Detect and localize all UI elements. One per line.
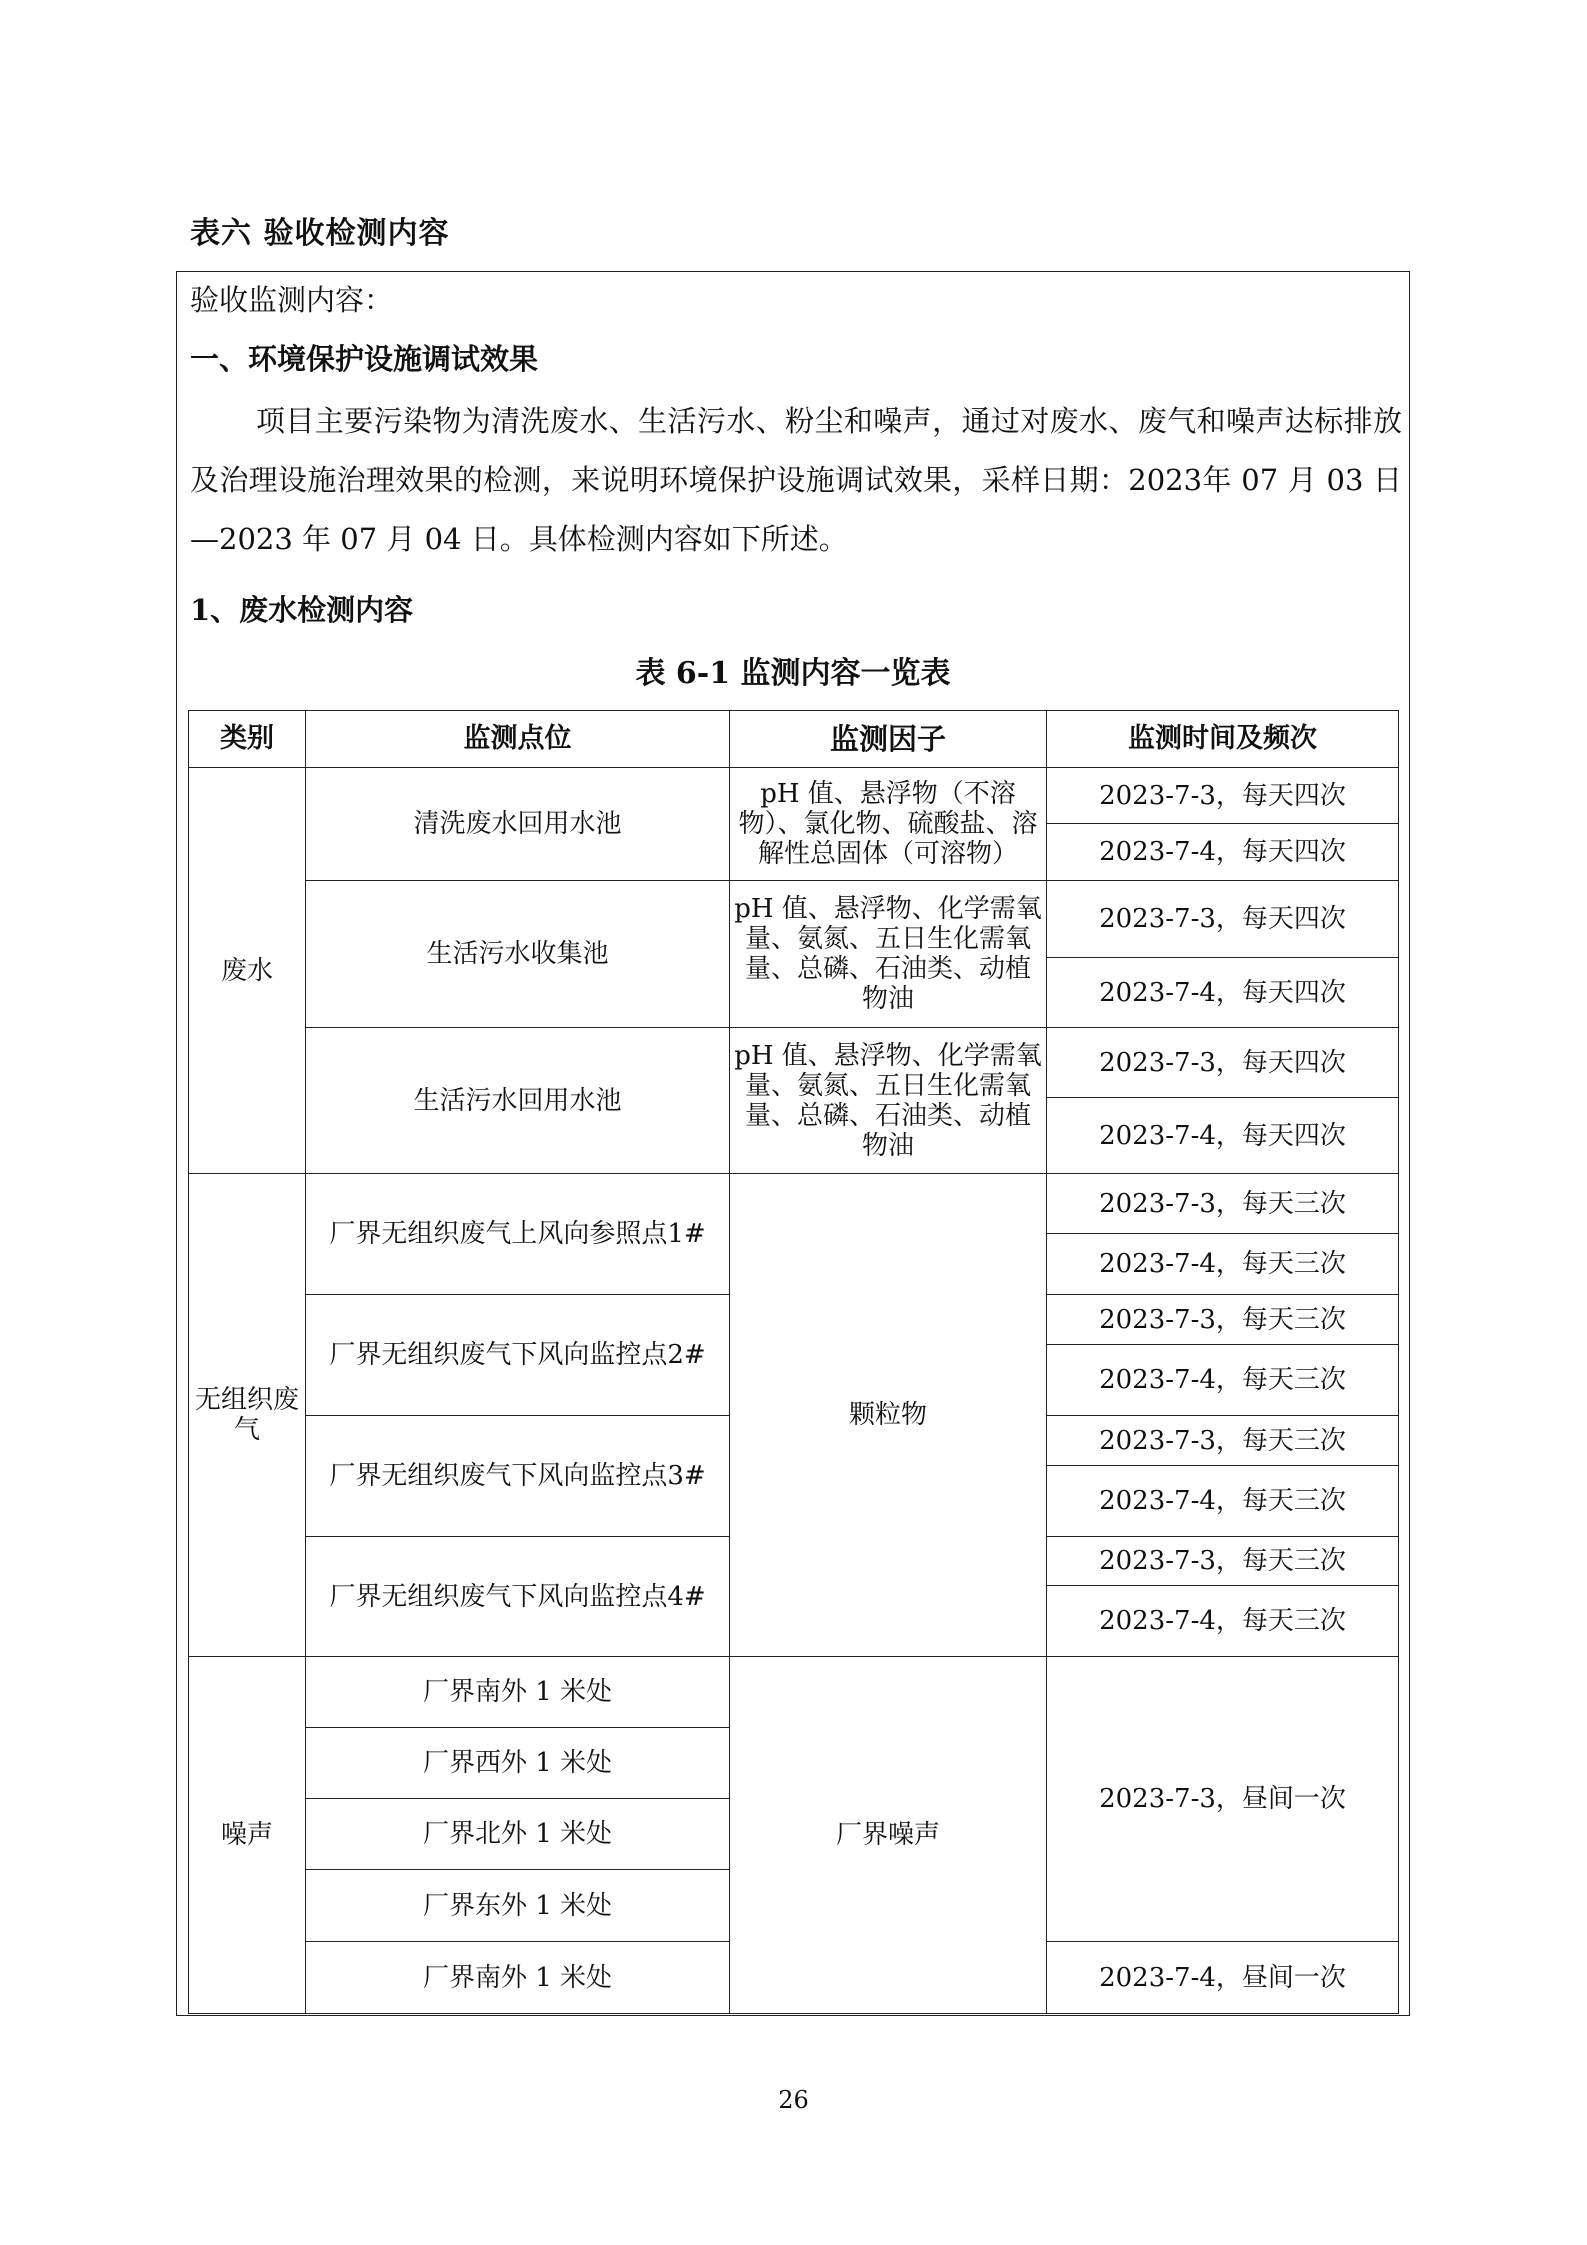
- location-cell: 厂界无组织废气上风向参照点1#: [306, 1174, 730, 1295]
- table-row: [189, 1174, 1399, 1234]
- location-cell: 厂界无组织废气下风向监控点3#: [306, 1416, 730, 1537]
- time-cell: 2023-7-3，每天四次: [1047, 768, 1399, 824]
- location-cell: 生活污水收集池: [306, 881, 730, 1028]
- time-cell: 2023-7-3，每天三次: [1047, 1174, 1399, 1234]
- time-cell: 2023-7-4，每天四次: [1047, 1098, 1399, 1174]
- location-cell: 厂界南外 1 米处: [306, 1657, 730, 1728]
- location-cell: 厂界北外 1 米处: [306, 1799, 730, 1870]
- factor-cell: pH 值、悬浮物、化学需氧量、氨氮、五日生化需氧量、总磷、石油类、动植物油: [730, 881, 1047, 1028]
- time-cell: 2023-7-4，每天三次: [1047, 1345, 1399, 1416]
- factor-cell: pH 值、悬浮物（不溶物）、氯化物、硫酸盐、溶解性总固体（可溶物）: [730, 768, 1047, 881]
- factor-cell: pH 值、悬浮物、化学需氧量、氨氮、五日生化需氧量、总磷、石油类、动植物油: [730, 1028, 1047, 1174]
- location-cell: 厂界无组织废气下风向监控点2#: [306, 1295, 730, 1416]
- time-cell: 2023-7-4，每天三次: [1047, 1586, 1399, 1657]
- time-cell: 2023-7-3，每天四次: [1047, 1028, 1399, 1098]
- location-cell: 厂界南外 1 米处: [306, 1942, 730, 2014]
- table-caption: 表 6-1 监测内容一览表: [635, 656, 951, 691]
- header-time: 监测时间及频次: [1047, 711, 1399, 768]
- factor-air: 颗粒物: [730, 1174, 1047, 1657]
- location-cell: 厂界西外 1 米处: [306, 1728, 730, 1799]
- header-category: 类别: [189, 711, 306, 768]
- time-cell: 2023-7-3，每天三次: [1047, 1295, 1399, 1345]
- time-cell: 2023-7-4，每天四次: [1047, 824, 1399, 881]
- location-cell: 厂界无组织废气下风向监控点4#: [306, 1537, 730, 1657]
- location-cell: 厂界东外 1 米处: [306, 1870, 730, 1942]
- table-row: [189, 1028, 1399, 1098]
- location-cell: 生活污水回用水池: [306, 1028, 730, 1174]
- category-air: 无组织废气: [189, 1174, 306, 1657]
- time-cell: 2023-7-4，昼间一次: [1047, 1942, 1399, 2014]
- header-location: 监测点位: [306, 711, 730, 768]
- table-row: [189, 881, 1399, 958]
- time-cell: 2023-7-3，每天三次: [1047, 1537, 1399, 1586]
- table-row: [189, 1657, 1399, 1728]
- category-wastewater: 废水: [189, 768, 306, 1174]
- heading-environment: 一、环境保护设施调试效果: [190, 342, 539, 376]
- time-cell: 2023-7-3，昼间一次: [1047, 1657, 1399, 1942]
- factor-noise: 厂界噪声: [730, 1657, 1047, 2014]
- section-title: 表六 验收检测内容: [190, 216, 450, 251]
- intro-line: 验收监测内容：: [190, 283, 394, 317]
- header-factor: 监测因子: [730, 711, 1047, 768]
- time-cell: 2023-7-4，每天三次: [1047, 1234, 1399, 1295]
- intro-paragraph: 项目主要污染物为清洗废水、生活污水、粉尘和噪声，通过对废水、废气和噪声达标排放及治理设施治理效果的检测，来说明环境保护设施调试效果，采样日期：2023年 07 月 03 日—2023 年 07 月 04 日。具体检测内容如下所述。: [190, 404, 1402, 556]
- time-cell: 2023-7-3，每天三次: [1047, 1416, 1399, 1466]
- monitoring-table: [188, 710, 1399, 2014]
- time-cell: 2023-7-4，每天三次: [1047, 1466, 1399, 1537]
- time-cell: 2023-7-3，每天四次: [1047, 881, 1399, 958]
- location-cell: 清洗废水回用水池: [306, 768, 730, 881]
- heading-wastewater: 1、废水检测内容: [190, 593, 414, 627]
- time-cell: 2023-7-4，每天四次: [1047, 958, 1399, 1028]
- table-header-row: [189, 711, 1399, 768]
- page-number: 26: [778, 2086, 809, 2114]
- table-row: [189, 768, 1399, 824]
- category-noise: 噪声: [189, 1657, 306, 2014]
